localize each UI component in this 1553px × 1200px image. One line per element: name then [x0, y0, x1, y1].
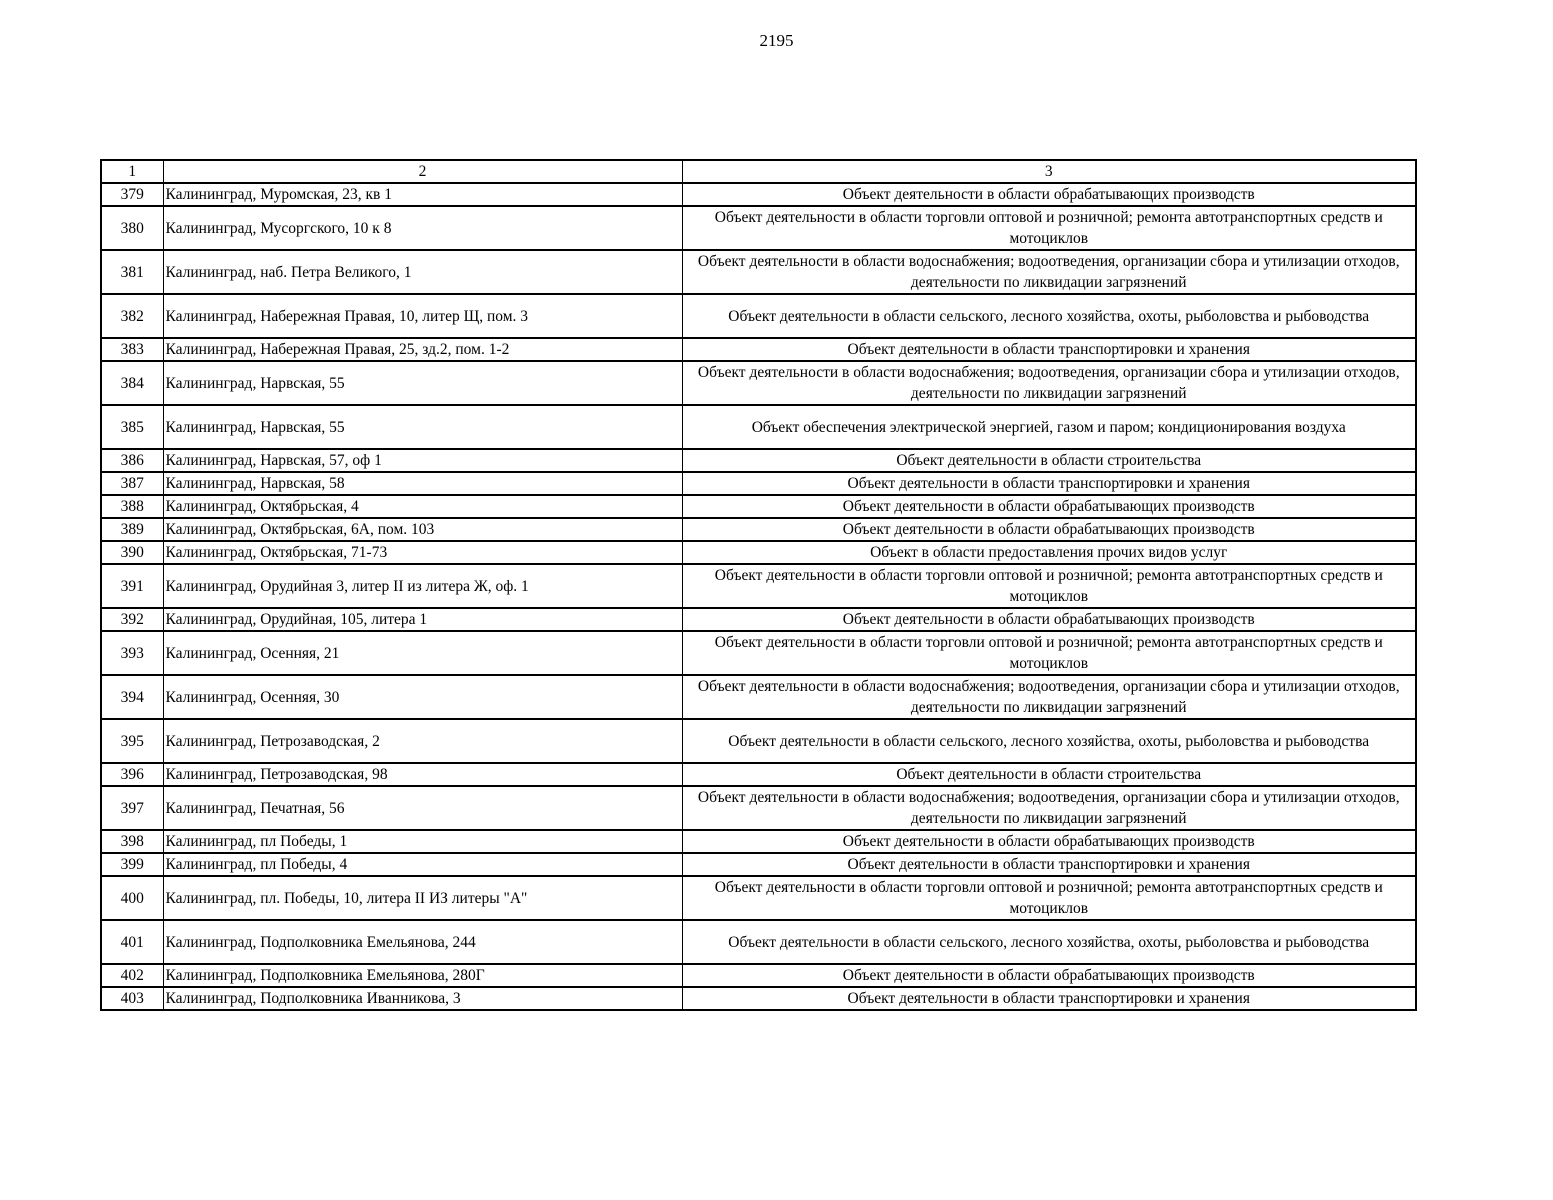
- table-row: [101, 449, 1416, 472]
- row-description: Объект деятельности в области водоснабжения; водоотведения, организации сбора и утилизации отходов, деятельности по ликвидации загрязнений: [682, 675, 1416, 719]
- row-address: Калининград, Печатная, 56: [163, 786, 682, 830]
- table-row: [101, 564, 1416, 608]
- table-header-row: [101, 160, 1416, 183]
- row-address: Калининград, Орудийная 3, литер II из литера Ж, оф. 1: [163, 564, 682, 608]
- row-number: 398: [101, 830, 163, 853]
- row-address: Калининград, Орудийная, 105, литера 1: [163, 608, 682, 631]
- row-number: 391: [101, 564, 163, 608]
- row-number: 381: [101, 250, 163, 294]
- row-number: 388: [101, 495, 163, 518]
- table-row: [101, 495, 1416, 518]
- row-number: 393: [101, 631, 163, 675]
- row-address: Калининград, Муромская, 23, кв 1: [163, 183, 682, 206]
- registry-table: [100, 159, 1417, 1011]
- row-description: Объект деятельности в области транспортировки и хранения: [682, 853, 1416, 876]
- row-address: Калининград, пл. Победы, 10, литера II ИЗ литеры "А": [163, 876, 682, 920]
- table-row: [101, 830, 1416, 853]
- row-address: Калининград, пл Победы, 4: [163, 853, 682, 876]
- row-number: 401: [101, 920, 163, 964]
- row-number: 396: [101, 763, 163, 786]
- row-number: 387: [101, 472, 163, 495]
- row-description: Объект деятельности в области строительства: [682, 763, 1416, 786]
- row-number: 403: [101, 987, 163, 1010]
- table-row: [101, 631, 1416, 675]
- row-address: Калининград, Подполковника Емельянова, 244: [163, 920, 682, 964]
- row-description: Объект в области предоставления прочих видов услуг: [682, 541, 1416, 564]
- table-row: [101, 786, 1416, 830]
- row-description: Объект деятельности в области сельского, лесного хозяйства, охоты, рыболовства и рыбоводства: [682, 920, 1416, 964]
- row-address: Калининград, Октябрьская, 6А, пом. 103: [163, 518, 682, 541]
- table-row: [101, 250, 1416, 294]
- table-body: [101, 183, 1416, 1010]
- table-row: [101, 405, 1416, 449]
- row-description: Объект деятельности в области водоснабжения; водоотведения, организации сбора и утилизации отходов, деятельности по ликвидации загрязнений: [682, 361, 1416, 405]
- table-row: [101, 876, 1416, 920]
- table-row: [101, 719, 1416, 763]
- row-description: Объект деятельности в области сельского, лесного хозяйства, охоты, рыболовства и рыбоводства: [682, 719, 1416, 763]
- row-description: Объект деятельности в области обрабатывающих производств: [682, 495, 1416, 518]
- row-description: Объект деятельности в области транспортировки и хранения: [682, 338, 1416, 361]
- row-description: Объект деятельности в области обрабатывающих производств: [682, 608, 1416, 631]
- table-row: [101, 206, 1416, 250]
- table-row: [101, 763, 1416, 786]
- row-number: 379: [101, 183, 163, 206]
- row-description: Объект деятельности в области обрабатывающих производств: [682, 830, 1416, 853]
- table-row: [101, 964, 1416, 987]
- row-description: Объект деятельности в области сельского, лесного хозяйства, охоты, рыболовства и рыбоводства: [682, 294, 1416, 338]
- row-address: Калининград, пл Победы, 1: [163, 830, 682, 853]
- row-address: Калининград, Набережная Правая, 10, литер Щ, пом. 3: [163, 294, 682, 338]
- row-address: Калининград, Подполковника Иванникова, 3: [163, 987, 682, 1010]
- row-description: Объект деятельности в области торговли оптовой и розничной; ремонта автотранспортных средств и мотоциклов: [682, 564, 1416, 608]
- table-row: [101, 541, 1416, 564]
- column-header-number: 1: [101, 160, 163, 183]
- row-description: Объект деятельности в области торговли оптовой и розничной; ремонта автотранспортных средств и мотоциклов: [682, 876, 1416, 920]
- row-address: Калининград, Осенняя, 30: [163, 675, 682, 719]
- table-row: [101, 853, 1416, 876]
- row-number: 399: [101, 853, 163, 876]
- row-number: 400: [101, 876, 163, 920]
- row-address: Калининград, Набережная Правая, 25, зд.2, пом. 1-2: [163, 338, 682, 361]
- table-row: [101, 294, 1416, 338]
- row-description: Объект обеспечения электрической энергией, газом и паром; кондиционирования воздуха: [682, 405, 1416, 449]
- row-description: Объект деятельности в области водоснабжения; водоотведения, организации сбора и утилизации отходов, деятельности по ликвидации загрязнений: [682, 786, 1416, 830]
- row-description: Объект деятельности в области строительства: [682, 449, 1416, 472]
- row-number: 382: [101, 294, 163, 338]
- table-row: [101, 361, 1416, 405]
- table-row: [101, 338, 1416, 361]
- row-address: Калининград, Октябрьская, 71-73: [163, 541, 682, 564]
- row-number: 385: [101, 405, 163, 449]
- row-number: 389: [101, 518, 163, 541]
- row-address: Калининград, Осенняя, 21: [163, 631, 682, 675]
- table-row: [101, 608, 1416, 631]
- row-address: Калининград, Нарвская, 58: [163, 472, 682, 495]
- row-description: Объект деятельности в области транспортировки и хранения: [682, 987, 1416, 1010]
- row-number: 394: [101, 675, 163, 719]
- table-row: [101, 675, 1416, 719]
- page-number: 2195: [759, 31, 794, 50]
- table-row: [101, 987, 1416, 1010]
- row-address: Калининград, Подполковника Емельянова, 280Г: [163, 964, 682, 987]
- row-number: 390: [101, 541, 163, 564]
- row-number: 395: [101, 719, 163, 763]
- row-description: Объект деятельности в области обрабатывающих производств: [682, 964, 1416, 987]
- row-address: Калининград, наб. Петра Великого, 1: [163, 250, 682, 294]
- row-address: Калининград, Петрозаводская, 2: [163, 719, 682, 763]
- row-number: 402: [101, 964, 163, 987]
- row-address: Калининград, Нарвская, 55: [163, 405, 682, 449]
- row-number: 397: [101, 786, 163, 830]
- row-address: Калининград, Октябрьская, 4: [163, 495, 682, 518]
- row-description: Объект деятельности в области водоснабжения; водоотведения, организации сбора и утилизации отходов, деятельности по ликвидации загрязнений: [682, 250, 1416, 294]
- row-description: Объект деятельности в области транспортировки и хранения: [682, 472, 1416, 495]
- table-row: [101, 920, 1416, 964]
- table-row: [101, 518, 1416, 541]
- row-description: Объект деятельности в области обрабатывающих производств: [682, 518, 1416, 541]
- row-number: 392: [101, 608, 163, 631]
- column-header-description: 3: [682, 160, 1416, 183]
- row-number: 386: [101, 449, 163, 472]
- row-number: 383: [101, 338, 163, 361]
- row-description: Объект деятельности в области обрабатывающих производств: [682, 183, 1416, 206]
- row-address: Калининград, Мусоргского, 10 к 8: [163, 206, 682, 250]
- column-header-address: 2: [163, 160, 682, 183]
- row-description: Объект деятельности в области торговли оптовой и розничной; ремонта автотранспортных средств и мотоциклов: [682, 631, 1416, 675]
- row-number: 384: [101, 361, 163, 405]
- row-address: Калининград, Нарвская, 55: [163, 361, 682, 405]
- row-number: 380: [101, 206, 163, 250]
- row-address: Калининград, Петрозаводская, 98: [163, 763, 682, 786]
- row-address: Калининград, Нарвская, 57, оф 1: [163, 449, 682, 472]
- table-row: [101, 472, 1416, 495]
- row-description: Объект деятельности в области торговли оптовой и розничной; ремонта автотранспортных средств и мотоциклов: [682, 206, 1416, 250]
- table-row: [101, 183, 1416, 206]
